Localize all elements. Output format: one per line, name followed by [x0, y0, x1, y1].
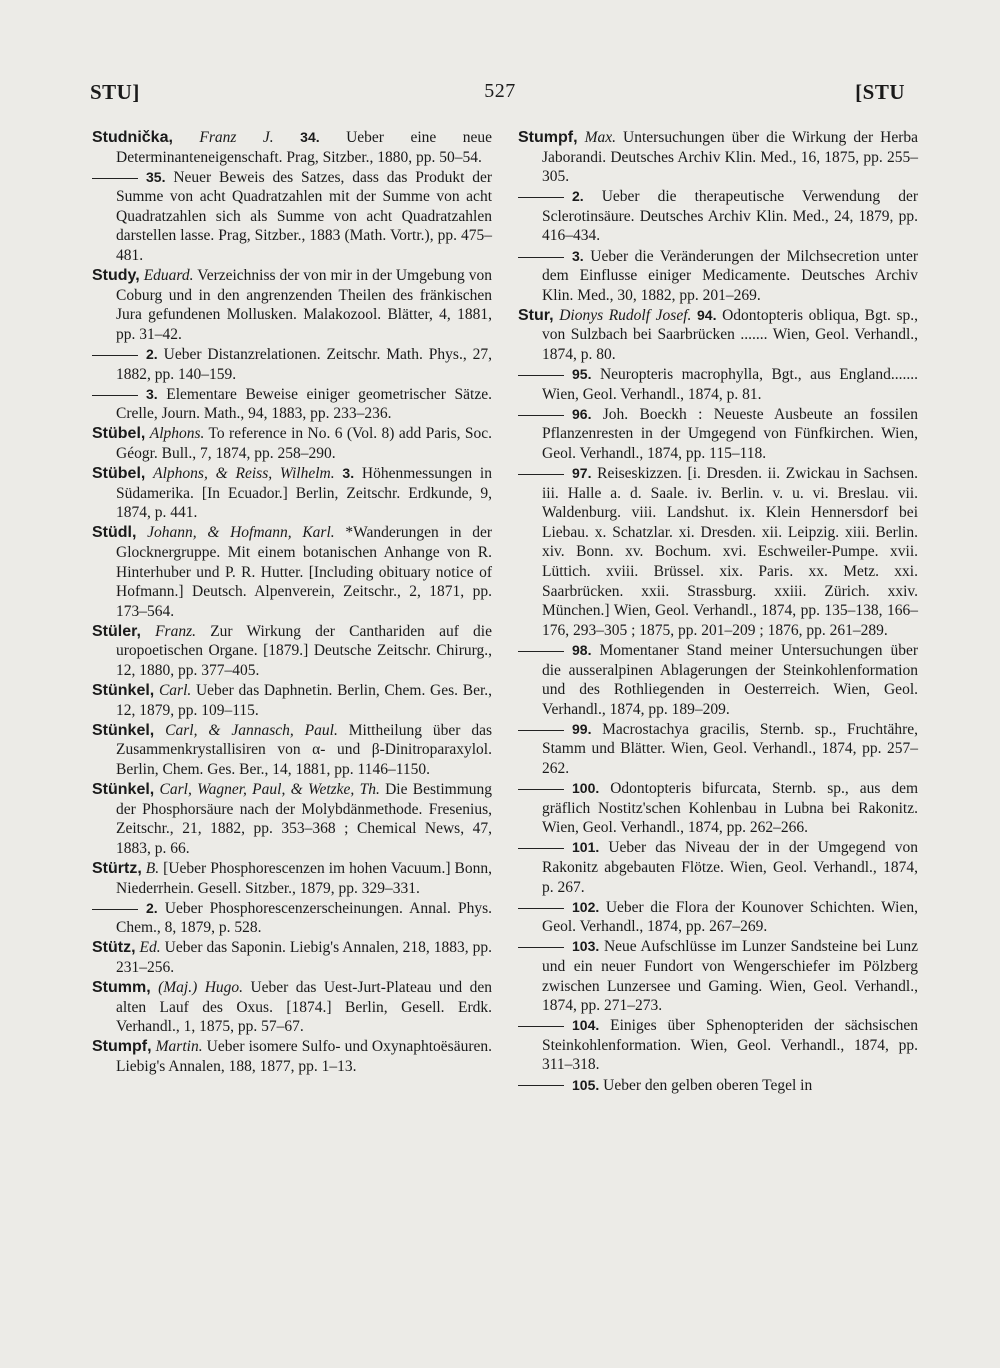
entry-number: 3.	[146, 385, 158, 402]
bibliography-subentry	[518, 1016, 918, 1075]
entry-text: Die Bestimmung der Phosphorsäure nach der Molybdänmethode. Fresenius, Zeitschr., 21, 1882, pp. 353–368 ; Chemical News, 47, 1883, p. 66.	[116, 781, 492, 857]
author-surname: Stur,	[518, 306, 554, 324]
bibliography-subentry	[518, 247, 918, 306]
entry-number: 104.	[572, 1017, 600, 1034]
entry-number: 2.	[572, 188, 584, 205]
author-surname: Stürtz,	[92, 859, 142, 877]
entry-text: Odontopteris obliqua, Bgt. sp., von Sulzbach bei Saarbrücken ....... Wien, Geol. Verhandl., 1874, p. 80.	[542, 306, 919, 364]
ditto-rule	[518, 197, 564, 198]
author-surname: Stünkel,	[92, 682, 155, 700]
author-forename: B.	[145, 859, 160, 877]
bibliography-subentry	[518, 779, 918, 838]
entry-text: Odontopteris bifurcata, Sternb. sp., aus dem gräflich Nostitz'schen Kohlenbau in Lubna bei Rakonitz. Wien, Geol. Verhandl., 1874, pp. 262–266.	[542, 780, 919, 837]
ditto-rule	[518, 1026, 564, 1027]
bibliography-entry	[92, 523, 492, 621]
entry-text: Ueber das Daphnetin. Berlin, Chem. Ges. Ber., 12, 1879, pp. 109–115.	[116, 682, 492, 719]
author-surname: Stüdl,	[92, 524, 137, 542]
author-surname: Study,	[92, 267, 140, 285]
entry-number: 105.	[572, 1076, 600, 1093]
entry-text: Einiges über Sphenopteriden der sächsischen Steinkohlenformation. Wien, Geol. Verhandl., 1874, pp. 311–318.	[542, 1017, 919, 1074]
author-surname: Studnička,	[92, 129, 173, 146]
entry-text: Mittheilung über das Zusammenkrystallisiren von α- und β-Dinitroparaxylol. Berlin, Chem. Ges. Ber., 14, 1881, pp. 1146–1150.	[116, 721, 492, 778]
entry-number: 103.	[572, 938, 600, 955]
entry-text: Ueber das Saponin. Liebig's Annalen, 218, 1883, pp. 231–256.	[116, 939, 493, 976]
right-column	[518, 128, 918, 1096]
entry-text: Ueber das Uest-Jurt-Plateau und den alten Lauf des Oxus. [1874.] Berlin, Gesell. Erdk. Verhandl., 1, 1875, pp. 57–67.	[116, 979, 492, 1036]
bibliography-subentry	[518, 898, 918, 937]
author-surname: Stünkel,	[92, 721, 155, 739]
entry-text: Verzeichniss der von mir in der Umgebung von Coburg und in den angrenzenden Theilen des fränkischen Jura gefundenen Mollusken. Malakozool. Blätter, 4, 1881, pp. 31–42.	[116, 267, 492, 343]
entry-number: 35.	[146, 168, 166, 185]
bibliography-subentry	[518, 187, 918, 246]
ditto-rule	[518, 257, 564, 258]
entry-number: 100.	[572, 780, 600, 797]
bibliography-entry	[92, 464, 492, 523]
bibliography-subentry	[518, 838, 918, 897]
bibliography-entry	[92, 780, 492, 858]
bibliography-subentry	[518, 641, 918, 719]
entry-number: 96.	[572, 405, 592, 422]
author-forename: Alphons, & Reiss, Wilhelm.	[153, 465, 335, 483]
entry-number: 99.	[572, 720, 592, 737]
entry-text: Ueber die Veränderungen der Milchsecretion unter dem Einflusse einiger Medicamente. Deutsches Archiv Klin. Med., 30, 1882, pp. 201–269.	[542, 247, 918, 304]
bibliography-subentry	[518, 464, 918, 640]
author-forename: Carl, & Jannasch, Paul.	[165, 721, 338, 739]
entry-text: Macrostachya gracilis, Sternb. sp., Fruchtähre, Stamm und Blätter. Wien, Geol. Verhandl., 1874, pp. 257–262.	[542, 720, 918, 777]
bibliography-subentry	[518, 365, 918, 404]
author-surname: Stumpf,	[92, 1038, 152, 1056]
ditto-rule	[518, 730, 564, 731]
author-surname: Stütz,	[92, 939, 136, 957]
bibliography-entry	[92, 1037, 492, 1076]
entry-text: Neuropteris macrophylla, Bgt., aus England....... Wien, Geol. Verhandl., 1874, p. 81.	[542, 366, 918, 403]
entry-number: 98.	[572, 641, 592, 658]
ditto-rule	[518, 947, 564, 948]
entry-text: To reference in No. 6 (Vol. 8) add Paris, Soc. Géogr. Bull., 7, 1874, pp. 258–290.	[116, 425, 492, 462]
author-surname: Stübel,	[92, 465, 146, 483]
bibliography-subentry	[518, 405, 918, 464]
entry-text: Reiseskizzen. [i. Dresden. ii. Zwickau in Sachsen. iii. Halle a. d. Saale. iv. Berlin. v. u. vi. Breslau. vii. Waldenburg. viii. Landshut. ix. Klein Hennersdorf bei Liebau. x. Schatzlar. xi. Dresden. xii. Leipzig. xiii. Berlin. xiv. Bonn. xv. Bochum. xvi. Eschweiler-Pumpe. xvii. Lüttich. xviii. Brüssel. xix. Paris. xx. Metz. xxi. Saarbrücken. xxii. Strassburg. xxiii. Zürich. xxiv. München.] Wien, Geol. Verhandl., 1874, pp. 135–138, 166–176, 293–305 ; 1875, pp. 201–209 ; 1876, pp. 261–289.	[542, 465, 919, 639]
bibliography-subentry	[92, 899, 492, 938]
bibliography-entry	[92, 128, 492, 167]
author-surname: Stumm,	[92, 979, 151, 997]
entry-number: 2.	[146, 899, 158, 916]
author-forename: Eduard.	[143, 267, 194, 285]
author-surname: Stüler,	[92, 622, 141, 640]
bibliography-entry	[92, 266, 492, 344]
entry-text: Untersuchungen über die Wirkung der Herba Jaborandi. Deutsches Archiv Klin. Med., 16, 1875, pp. 255–305.	[542, 129, 918, 186]
author-forename: (Maj.) Hugo.	[158, 979, 244, 997]
bibliography-subentry	[518, 1076, 918, 1096]
entry-text: Elementare Beweise einiger geometrischer Sätze. Crelle, Journ. Math., 94, 1883, pp. 233–236.	[116, 385, 492, 423]
bibliography-entry	[518, 128, 918, 187]
entry-number: 101.	[572, 839, 600, 856]
ditto-rule	[518, 474, 564, 475]
left-column	[92, 128, 492, 1077]
entry-text: Ueber den gelben oberen Tegel in	[603, 1076, 813, 1094]
ditto-rule	[92, 909, 138, 910]
bibliography-entry	[92, 424, 492, 463]
author-forename: Franz J.	[199, 129, 274, 146]
entry-text: Ueber die therapeutische Verwendung der Sclerotinsäure. Deutsches Archiv Klin. Med., 24, 1879, pp. 416–434.	[542, 188, 918, 245]
entry-text: Joh. Boeckh : Neueste Ausbeute an fossilen Pflanzenresten in der Umgegend von Fünfkirchen. Wien, Geol. Verhandl., 1874, pp. 115–118.	[542, 405, 919, 462]
running-head-right: [STU	[855, 80, 905, 104]
entry-text: Zur Wirkung der Canthariden auf die uropoetischen Organe. [1879.] Deutsche Zeitschr. Chirurg., 12, 1880, pp. 377–405.	[116, 622, 492, 680]
entry-text: Ueber das Niveau der in der Umgegend von Rakonitz abgebauten Flötze. Wien, Geol. Verhandl., 1874, p. 267.	[542, 839, 919, 896]
entry-number: 2.	[146, 346, 158, 363]
ditto-rule	[518, 375, 564, 376]
entry-number: 94.	[697, 306, 717, 323]
bibliography-subentry	[92, 345, 492, 384]
entry-text: Ueber eine neue Determinanteneigenschaft. Prag, Sitzber., 1880, pp. 50–54.	[116, 129, 493, 166]
bibliography-entry	[92, 859, 492, 898]
author-forename: Carl, Wagner, Paul, & Wetzke, Th.	[159, 781, 380, 799]
author-forename: Max.	[584, 129, 616, 146]
entry-text: Ueber Distanzrelationen. Zeitschr. Math. Phys., 27, 1882, pp. 140–159.	[116, 346, 493, 383]
ditto-rule	[92, 395, 138, 396]
running-head-left: STU]	[90, 80, 140, 104]
author-surname: Stübel,	[92, 425, 146, 443]
ditto-rule	[518, 848, 564, 849]
bibliography-entry	[92, 622, 492, 681]
ditto-rule	[518, 415, 564, 416]
entry-number: 3.	[572, 247, 584, 264]
bibliography-entry	[518, 306, 918, 365]
author-surname: Stünkel,	[92, 781, 155, 799]
author-forename: Franz.	[155, 622, 197, 640]
bibliography-subentry	[92, 385, 492, 424]
entry-number: 95.	[572, 366, 592, 383]
ditto-rule	[92, 178, 138, 179]
author-forename: Dionys Rudolf Josef.	[559, 306, 692, 324]
entry-text: Neue Aufschlüsse im Lunzer Sandsteine bei Lunz und ein neuer Fundort von Wengerschiefer im Pölzberg zwischen Lunzersee und Gaming. Wien, Geol. Verhandl., 1874, pp. 271–273.	[542, 938, 919, 1015]
bibliography-entry	[92, 681, 492, 720]
entry-text: Ueber Phosphorescenzerscheinungen. Annal. Phys. Chem., 8, 1879, p. 528.	[116, 899, 492, 937]
page-number: 527	[484, 80, 516, 102]
bibliography-subentry	[518, 937, 918, 1015]
entry-number: 102.	[572, 898, 600, 915]
entry-text: Höhenmessungen in Südamerika. [In Ecuador.] Berlin, Zeitschr. Erdkunde, 9, 1874, p. 441.	[116, 465, 492, 522]
ditto-rule	[92, 355, 138, 356]
ditto-rule	[518, 789, 564, 790]
author-forename: Martin.	[155, 1038, 203, 1056]
entry-text: [Ueber Phosphorescenzen im hohen Vacuum.] Bonn, Niederrhein. Gesell. Sitzber., 1879, pp. 329–331.	[116, 859, 492, 897]
author-forename: Ed.	[139, 939, 161, 957]
entry-number: 97.	[572, 465, 592, 482]
author-forename: Carl.	[158, 682, 192, 700]
entry-text: Ueber isomere Sulfo- und Oxynaphtoësäuren. Liebig's Annalen, 188, 1877, pp. 1–13.	[116, 1038, 493, 1075]
ditto-rule	[518, 651, 564, 652]
author-surname: Stumpf,	[518, 129, 578, 146]
entry-number: 34.	[300, 129, 320, 145]
author-forename: Johann, & Hofmann, Karl.	[147, 524, 335, 542]
bibliography-entry	[92, 938, 492, 977]
entry-text: Momentaner Stand meiner Untersuchungen über die ausseralpinen Ablagerungen der Steinkohlenformation und des Rothliegenden in Oesterreich. Wien, Geol. Verhandl., 1874, pp. 189–209.	[542, 641, 918, 718]
entry-text: Neuer Beweis des Satzes, dass das Produkt der Summe von acht Quadratzahlen mit der Summe von acht Quadratzahlen sich als Summe von acht Quadratzahlen darstellen lasse. Prag, Sitzber., 1883 (Math. Vortr.), pp. 475–481.	[116, 168, 492, 265]
bibliography-subentry	[92, 168, 492, 266]
entry-text: Ueber die Flora der Kounover Schichten. Wien, Geol. Verhandl., 1874, pp. 267–269.	[542, 898, 918, 936]
author-forename: Alphons.	[149, 425, 205, 443]
entry-number: 3.	[342, 465, 355, 482]
bibliography-entry	[92, 978, 492, 1037]
ditto-rule	[518, 1085, 564, 1086]
ditto-rule	[518, 908, 564, 909]
entry-text: *Wanderungen in der Glocknergruppe. Mit einem botanischen Anhange von R. Hinterhuber und P. R. Hutter. [Including obituary notice of Hofmann.] Deutsch. Alpenverein, Zeitschr., 2, 1871, pp. 173–564.	[116, 524, 493, 620]
bibliography-subentry	[518, 720, 918, 779]
bibliography-entry	[92, 721, 492, 780]
